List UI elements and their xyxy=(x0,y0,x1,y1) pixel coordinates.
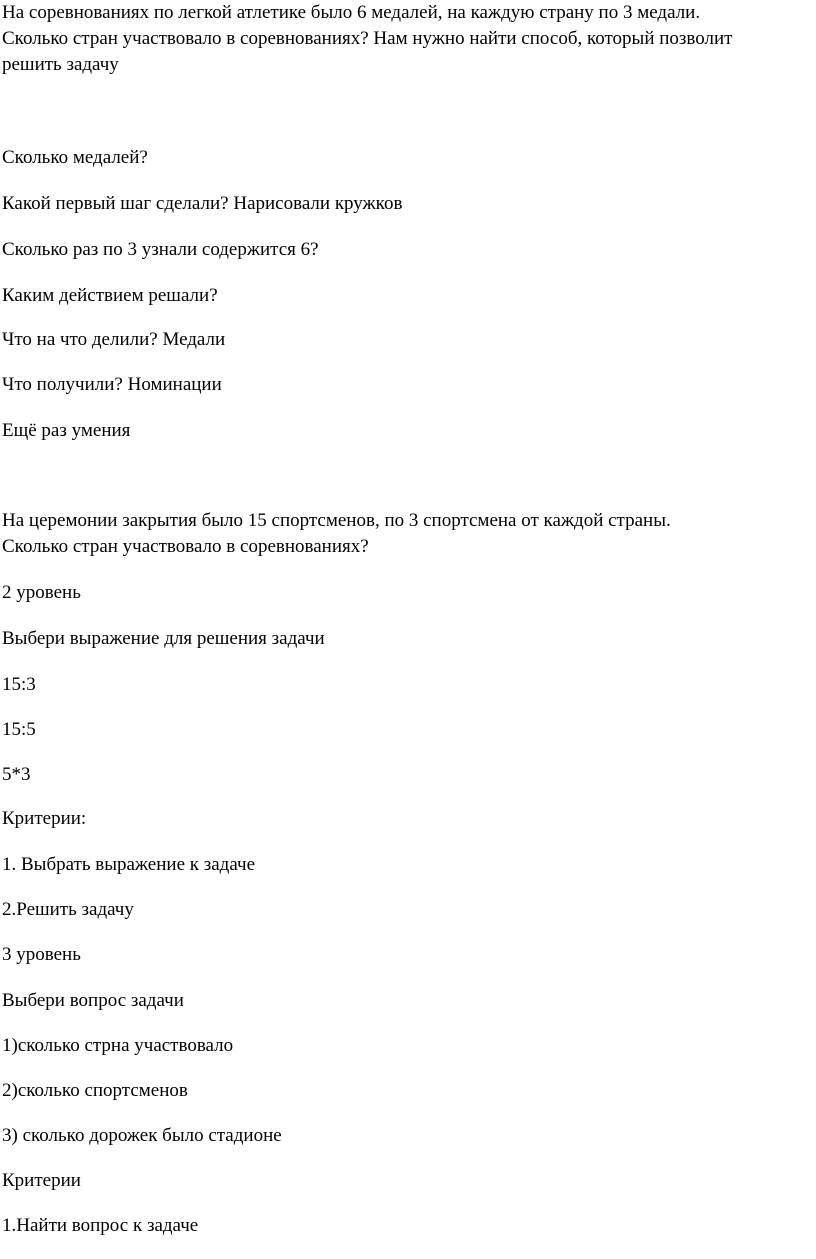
problem-1-line-1: На соревнованиях по легкой атлетике было 6 медалей, на каждую страну по 3 медали. xyxy=(2,2,701,23)
problem-2-line-2: Сколько стран участвовало в соревнованиях? xyxy=(2,536,369,557)
level-2-heading: 2 уровень xyxy=(2,582,81,603)
problem-2-line-1: На церемонии закрытия было 15 спортсменов, по 3 спортсмена от каждой страны. xyxy=(2,510,671,531)
choose-question: Выбери вопрос задачи xyxy=(2,990,184,1011)
skills-repeat: Ещё раз умения xyxy=(2,420,131,441)
question-how-many: Сколько раз по 3 узнали содержится 6? xyxy=(2,239,319,260)
question-result: Что получили? Номинации xyxy=(2,374,222,395)
question-option-3: 3) сколько дорожек было стадионе xyxy=(2,1125,282,1146)
criteria-heading-1: Критерии: xyxy=(2,808,87,829)
criterion-1-1: 1. Выбрать выражение к задаче xyxy=(2,854,256,875)
question-operation: Каким действием решали? xyxy=(2,285,218,306)
question-divided: Что на что делили? Медали xyxy=(2,329,226,350)
question-option-2: 2)сколько спортсменов xyxy=(2,1080,188,1101)
problem-1-line-3: решить задачу xyxy=(2,54,119,75)
question-medals: Сколько медалей? xyxy=(2,147,148,168)
criterion-1-2: 2.Решить задачу xyxy=(2,899,134,920)
option-15-div-5: 15:5 xyxy=(2,719,36,740)
choose-expression: Выбери выражение для решения задачи xyxy=(2,628,325,649)
criteria-heading-2: Критерии xyxy=(2,1170,81,1191)
criterion-2-1: 1.Найти вопрос к задаче xyxy=(2,1215,199,1236)
question-first-step: Какой первый шаг сделали? Нарисовали кружков xyxy=(2,193,403,214)
option-15-div-3: 15:3 xyxy=(2,674,36,695)
level-3-heading: 3 уровень xyxy=(2,944,81,965)
option-5-times-3: 5*3 xyxy=(2,764,31,785)
problem-1-line-2: Сколько стран участвовало в соревнованиях? Нам нужно найти способ, который позволит xyxy=(2,28,733,49)
question-option-1: 1)сколько стрна участвовало xyxy=(2,1035,234,1056)
